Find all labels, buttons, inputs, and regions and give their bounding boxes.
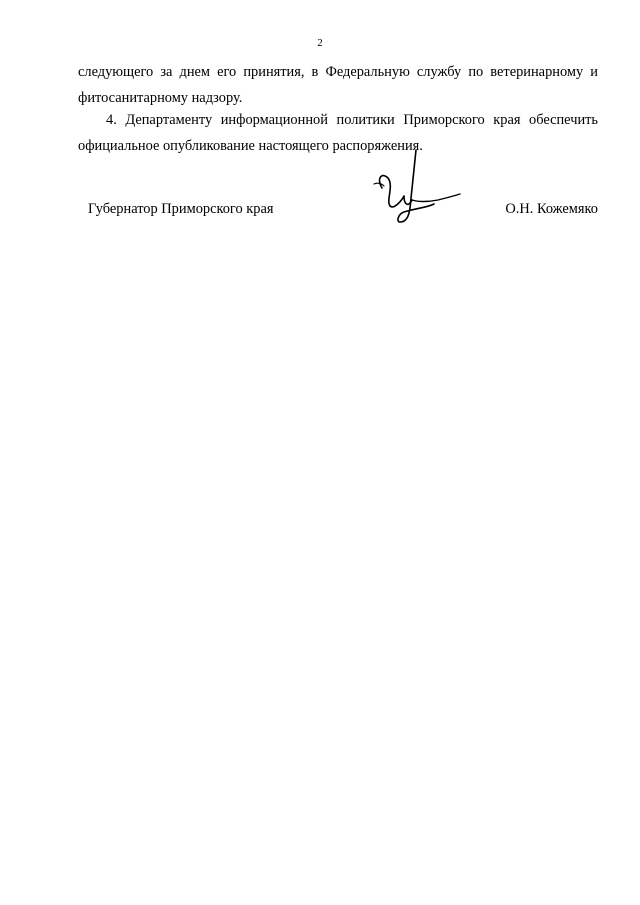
signature-block <box>0 196 640 226</box>
page-number: 2 <box>317 37 323 49</box>
paragraph-line: 4. Департаменту информационной политики Приморского края обеспечить <box>106 112 598 128</box>
signer-name: О.Н. Кожемяко <box>505 201 598 217</box>
paragraph-4 <box>78 107 598 159</box>
paragraph-line: следующего за днем его принятия, в Федеральную службу по ветеринарному и <box>78 64 598 80</box>
paragraph-line: фитосанитарному надзору. <box>78 90 243 106</box>
handwritten-signature <box>368 148 464 230</box>
signer-title: Губернатор Приморского края <box>88 201 274 217</box>
paragraph-continued <box>78 59 598 111</box>
paragraph-line: официальное опубликование настоящего распоряжения. <box>78 138 423 154</box>
